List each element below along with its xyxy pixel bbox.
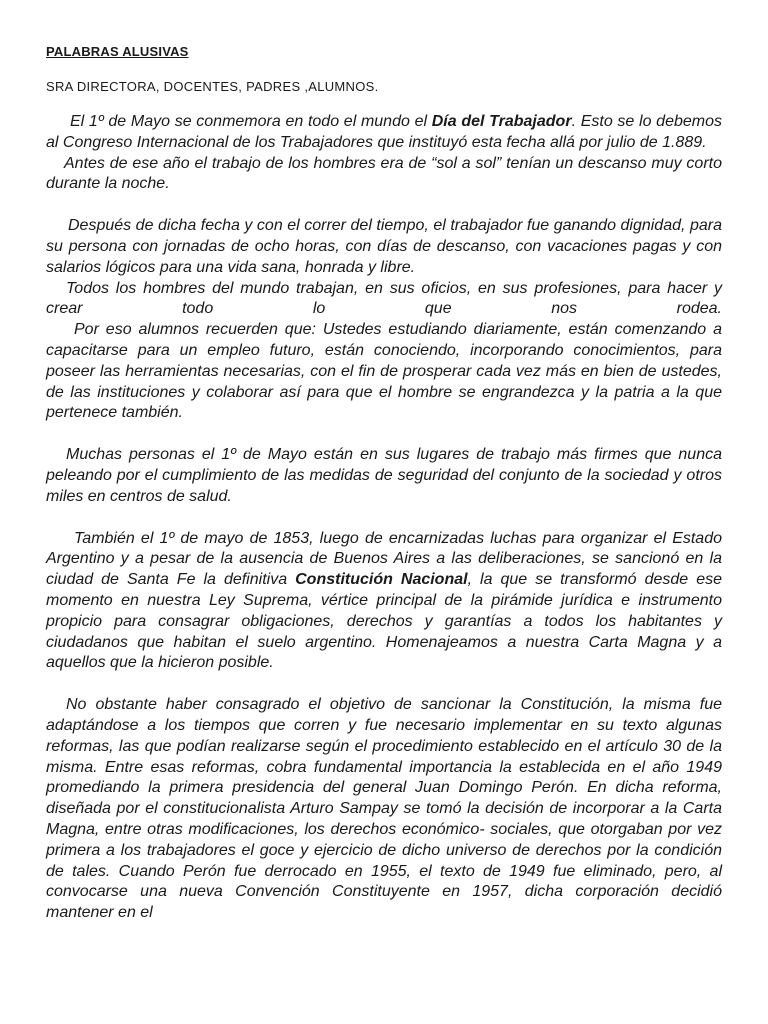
paragraph-1: [46, 112, 722, 154]
document-page: [46, 44, 722, 924]
paragraph-2-text: Antes de ese año el trabajo de los hombres era de “sol a sol” tenían un descanso muy corto durante la noche.: [46, 154, 722, 193]
paragraph-7-bold: Constitución Nacional: [295, 571, 468, 589]
paragraph-3-text: Después de dicha fecha y con el correr del tiempo, el trabajador fue ganando dignidad, para su persona con jornadas de ocho horas, con días de descanso, con vacaciones pagas y con salarios lógicos para una vida sana, honrada y libre.: [46, 217, 722, 276]
paragraph-7-text-a: También el 1º de mayo de 1853, luego de encarnizadas luchas para organizar el Estado Argentino y a pesar de la ausencia de Buenos Aires a las deliberaciones, se sancionó en la ciudad de Santa Fe la definitiva: [46, 529, 722, 589]
paragraph-7-text-c: , la que se transformó desde ese momento en nuestra Ley Suprema, vértice principal de la pirámide jurídica e instrumento propicio para consagrar obligaciones, derechos y garantías a todos los habitantes y ciudadanos que habitan el suelo argentino. Homenajeamos a nuestra Carta Magna y a aquellos que la hicieron posible.: [46, 571, 722, 672]
paragraph-2: [46, 154, 722, 196]
paragraph-4-text: Todos los hombres del mundo trabajan, en sus oficios, en sus profesiones, para hacer y crear todo lo que nos rodea.: [46, 279, 722, 318]
paragraph-1-bold: Día del Trabajador: [431, 113, 572, 130]
paragraph-8: [46, 695, 722, 924]
paragraph-5-text: Por eso alumnos recuerden que: Ustedes estudiando diariamente, están comenzando a capacitarse para un empleo futuro, están conociendo, incorporando conocimientos, para poseer las herramientas necesarias, con el fin de prosperar cada vez más en bien de ustedes, de las instituciones y colaborar así para que el hombre se engrandezca y la patria a la que pertenece también.: [46, 321, 722, 422]
paragraph-8-text: No obstante haber consagrado el objetivo de sancionar la Constitución, la misma fue adaptándose a los tiempos que corren y fue necesario implementar en su texto algunas reformas, las que podían realizarse según el procedimiento establecido en el artículo 30 de la misma. Entre esas reformas, cobra fundamental importancia la establecida en el año 1949 promediando la primera presidencia del general Juan Domingo Perón. En dicha reforma, diseñada por el constitucionalista Arturo Sampay se tomó la decisión de incorporar a la Carta Magna, entre otras modificaciones, los derechos económico- sociales, que otorgaban por vez primera a los trabajadores el goce y ejercicio de dicho universo de derechos por la condición de tales. Cuando Perón fue derrocado en 1955, el texto de 1949 fue eliminado, pero, al convocarse una nueva Convención Constituyente en 1957, dicha corporación decidió mantener en el: [46, 696, 722, 922]
paragraph-6: [46, 445, 722, 507]
paragraph-1-text-a: El 1º de Mayo se conmemora en todo el mundo el: [70, 113, 432, 130]
paragraph-5: [46, 320, 722, 424]
paragraph-7: [46, 529, 722, 675]
paragraph-6-text: Muchas personas el 1º de Mayo están en sus lugares de trabajo más firmes que nunca peleando por el cumplimiento de las medidas de seguridad del conjunto de la sociedad y otros miles en centros de salud.: [46, 446, 722, 505]
document-title: PALABRAS ALUSIVAS: [46, 44, 189, 59]
paragraph-3: [46, 216, 722, 278]
paragraph-1-text-c: . Esto se lo debemos al Congreso Internacional de los Trabajadores que instituyó esta fecha allá por julio de 1.889.: [46, 113, 722, 151]
greeting-line: SRA DIRECTORA, DOCENTES, PADRES ,ALUMNOS.: [46, 79, 379, 94]
paragraph-4: [46, 279, 722, 321]
